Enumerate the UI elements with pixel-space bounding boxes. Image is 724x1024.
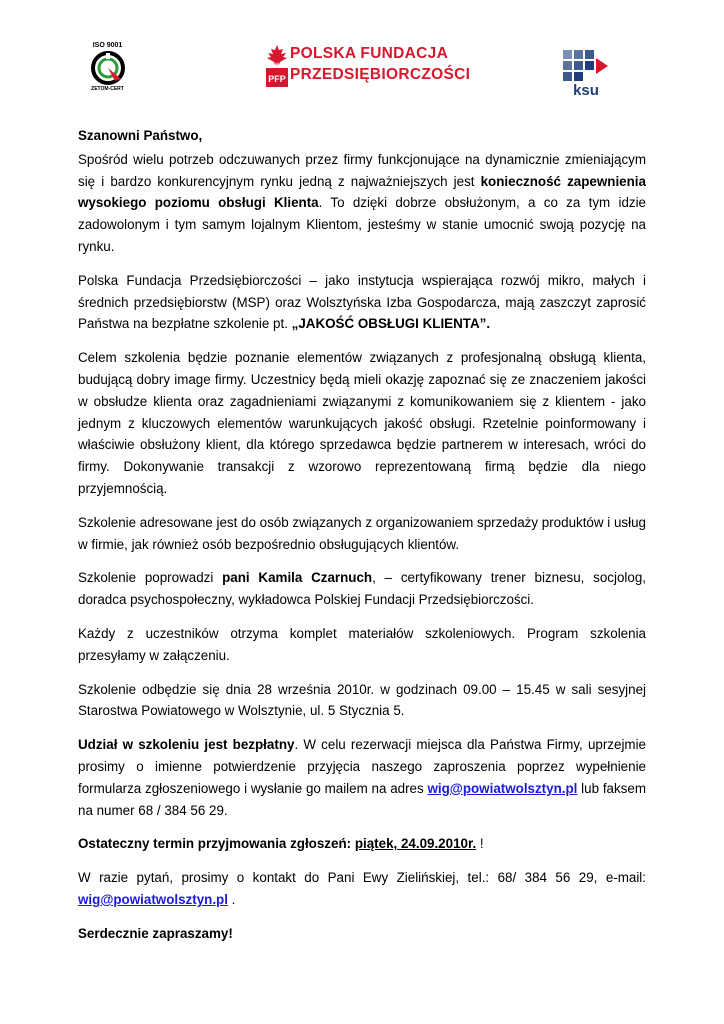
paragraph-trainer: Szkolenie poprowadzi pani Kamila Czarnuch, – certyfikowany trener biznesu, socjolog, doradca psychospołeczny, wykładowca Polskiej Fundacji Przedsiębiorczości. [78,570,647,608]
deadline-date: piątek, 24.09.2010r. [354,836,477,852]
email-link[interactable]: wig@powiatwolsztyn.pl [427,780,578,796]
contact-email-link[interactable]: wig@powiatwolsztyn.pl [78,891,228,907]
paragraph-date-venue: Szkolenie odbędzie się dnia 28 września 2010r. w godzinach 09.00 – 15.45 w sali sesyjnej Starostwa Powiatowego w Wolsztynie, ul. 5 Stycznia 5. [78,681,646,719]
ksu-logo [563,50,609,98]
iso-certificate-logo [80,42,135,102]
paragraph-contact: W razie pytań, prosimy o kontakt do Pani Ewy Zielińskiej, tel.: 68/ 384 56 29, e-mail: wig@powiatwolsztyn.pl . [78,870,646,907]
paragraph-materials: Każdy z uczestników otrzyma komplet materiałów szkoleniowych. Program szkolenia przesyłamy w załączeniu. [78,625,646,663]
iso-cert-label: ISO 9001 [92,42,123,49]
letter-body [78,125,646,957]
paragraph-intro: Spośród wielu potrzeb odczuwanych przez firmy funkcjonujące na dynamicznie zmieniającym się i bardzo konkurencyjnym rynku jedną z najważniejszych jest konieczność zapewnienia wysokiego poziomu obsługi Klienta. To dzięki dobrze obsłużonym, a co za tym idzie zadowolonym i tym samym lojalnym Klientom, jesteśmy w stanie umocnić swoją pozycję na rynku. [78,151,647,254]
maple-leaf-icon [266,44,288,88]
ksu-squares-icon [563,50,609,82]
emphasis-service-quality: konieczność zapewnienia wysokiego poziomu obsługi Klienta [78,173,646,211]
zetom-cert-icon [91,51,125,85]
pfp-name-line2: PRZEDSIĘBIORCZOŚCI [290,66,471,83]
closing: Serdecznie zapraszamy! [78,925,233,941]
paragraph-registration: Udział w szkoleniu jest bezpłatny. W celu rezerwacji miejsca dla Państwa Firmy, uprzejmie prosimy o imienne potwierdzenie przyjęcia naszego zaproszenia poprzez wypełnienie formularza zgłoszeniowego i wysłanie go mailem na adres wig@powiatwolsztyn.pl lub faksem na numer 68 / 384 56 29. [78,737,646,818]
salutation: Szanowni Państwo, [78,128,203,143]
pfp-name-line1: POLSKA FUNDACJA [290,45,449,62]
free-participation: Udział w szkoleniu jest bezpłatny [78,737,295,753]
paragraph-deadline: Ostateczny termin przyjmowania zgłoszeń: piątek, 24.09.2010r. ! [78,836,484,852]
ksu-label: ksu [573,82,599,99]
paragraph-goals: Celem szkolenia będzie poznanie elementów związanych z profesjonalną obsługą klienta, budującą dobry image firmy. Uczestnicy będą mieli okazję zapoznać się ze znaczeniem jakości w obsłudze klienta oraz zagadnieniami związanymi z komunikowaniem się z klientem - jako jednym z kluczowych elementów warunkujących jakość obsługi. Rzetelnie poinformowany i właściwie obsłużony klient, dla którego sprzedawca będzie partnerem w interesach, wróci do firmy. Dokonywanie transakcji z wzorowo reprezentowaną firmą będzie dla niego przyjemnością. [78,350,646,496]
paragraph-invitation: Polska Fundacja Przedsiębiorczości – jako instytucja wspierająca rozwój mikro, małych i średnich przedsiębiorstw (MSP) oraz Wolsztyńska Izba Gospodarcza, mają zaszczyt zaprosić Państwa na bezpłatne szkolenie pt. „JAKOŚĆ OBSŁUGI KLIENTA”. [78,272,646,332]
pfp-logo [266,44,471,89]
paragraph-audience: Szkolenie adresowane jest do osób związanych z organizowaniem sprzedaży produktów i usług w firmie, jak również osób bezpośrednio obsługujących klientów. [78,514,646,552]
pfp-abbr: PFP [268,74,286,84]
letterhead [0,0,724,110]
iso-org-label: ZETOM-CERT [91,86,124,92]
training-title: „JAKOŚĆ OBSŁUGI KLIENTA”. [291,316,491,332]
trainer-name: pani Kamila Czarnuch [222,570,373,586]
